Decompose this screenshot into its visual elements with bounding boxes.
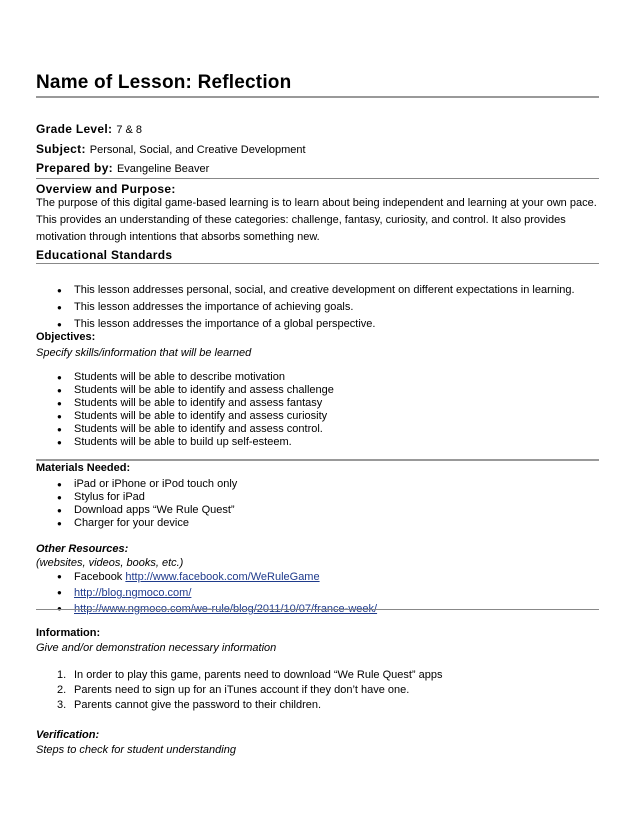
prepared-by-row	[36, 161, 209, 175]
overview-text: The purpose of this digital game-based learning is to learn about being independent and learning at your own pace. This provides an understanding of these categories: challenge, fantasy, curiosity, and control. It also provides motivation through intentions that absorbs something new.	[36, 197, 597, 243]
information-heading: Information:	[36, 627, 101, 639]
item-text: Parents need to sign up for an iTunes account if they don’t have one.	[74, 684, 410, 696]
information-list	[36, 668, 443, 713]
grade-level-row	[36, 122, 142, 136]
ngmoco-blog-link[interactable]: http://blog.ngmoco.com/	[74, 587, 192, 599]
list-item	[36, 698, 443, 713]
grade-level-value: 7 & 8	[116, 124, 142, 136]
france-week-link[interactable]: http://www.ngmoco.com/we-rule/blog/2011/10/07/france-week/	[74, 603, 378, 615]
resources-subtitle: (websites, videos, books, etc.)	[36, 557, 184, 569]
list-item: ● Students will be able to identify and assess challenge	[36, 384, 334, 397]
list-item: ● iPad or iPhone or iPod touch only	[36, 478, 237, 491]
prepared-by-label: Prepared by:	[36, 161, 113, 175]
facebook-link[interactable]: http://www.facebook.com/WeRuleGame	[125, 571, 320, 583]
item-text: In order to play this game, parents need to download “We Rule Quest” apps	[74, 669, 443, 681]
subject-row	[36, 142, 306, 156]
materials-heading: Materials Needed:	[36, 462, 131, 474]
facebook-prefix: Facebook	[74, 571, 126, 583]
list-item	[36, 668, 443, 683]
standards-divider	[36, 263, 599, 264]
list-item	[36, 569, 377, 585]
item-number: 3.	[57, 699, 67, 711]
list-item: ● This lesson addresses personal, social, and creative development on different expectations in learning.	[36, 282, 575, 299]
list-item: ● Charger for your device	[36, 517, 237, 530]
standards-list	[36, 282, 575, 333]
header-divider	[36, 178, 599, 179]
resources-heading: Other Resources:	[36, 543, 129, 555]
list-item: ● Students will be able to identify and assess control.	[36, 423, 334, 436]
list-item	[36, 683, 443, 698]
list-item: ● Students will be able to describe motivation	[36, 371, 334, 384]
subject-value: Personal, Social, and Creative Development	[89, 144, 306, 156]
list-item: ● Download apps “We Rule Quest”	[36, 504, 237, 517]
grade-level-label: Grade Level:	[36, 122, 113, 136]
list-item: ● Students will be able to identify and assess fantasy	[36, 397, 334, 410]
list-item: ● Students will be able to build up self-esteem.	[36, 436, 334, 449]
lesson-title: Name of Lesson: Reflection	[36, 72, 292, 93]
materials-list	[36, 478, 237, 530]
list-item: ● This lesson addresses the importance of a global perspective.	[36, 316, 575, 333]
list-item	[36, 585, 377, 601]
list-item: ● This lesson addresses the importance of achieving goals.	[36, 299, 575, 316]
item-text: Parents cannot give the password to their children.	[74, 699, 322, 711]
subject-label: Subject:	[36, 142, 86, 156]
prepared-by-value: Evangeline Beaver	[116, 163, 210, 175]
title-divider	[36, 96, 599, 98]
objectives-list	[36, 371, 334, 449]
verification-heading: Verification:	[36, 729, 100, 741]
resources-divider	[36, 609, 599, 610]
objectives-heading: Objectives:	[36, 331, 96, 343]
information-subtitle: Give and/or demonstration necessary information	[36, 642, 277, 654]
item-number: 1.	[57, 669, 67, 681]
overview-heading: Overview and Purpose:	[36, 182, 176, 196]
verification-subtitle: Steps to check for student understanding	[36, 744, 236, 756]
list-item: ● Students will be able to identify and assess curiosity	[36, 410, 334, 423]
standards-heading: Educational Standards	[36, 248, 173, 262]
item-number: 2.	[57, 684, 67, 696]
list-item: ● Stylus for iPad	[36, 491, 237, 504]
objectives-subtitle: Specify skills/information that will be learned	[36, 347, 252, 359]
